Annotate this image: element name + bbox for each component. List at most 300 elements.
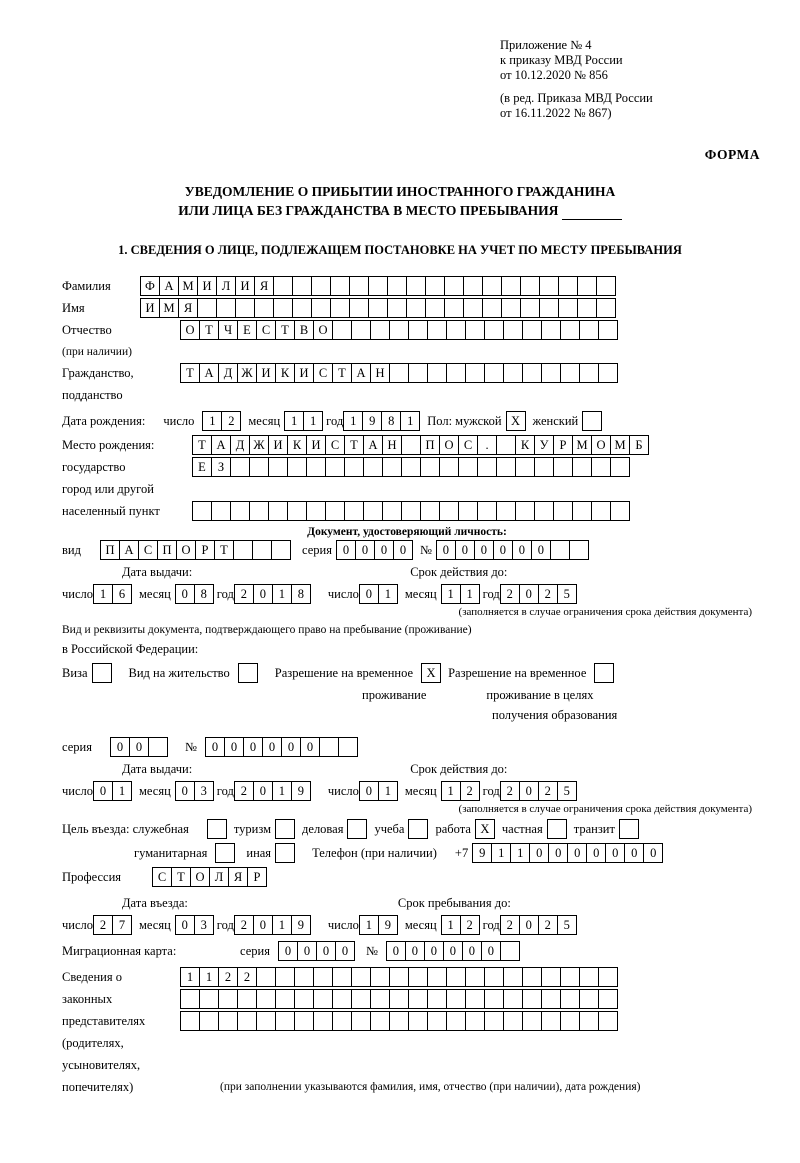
cell[interactable]: К — [275, 363, 295, 383]
cell[interactable]: Н — [370, 363, 390, 383]
cell[interactable] — [216, 298, 236, 318]
cell[interactable]: 1 — [343, 411, 363, 431]
cell[interactable]: С — [256, 320, 276, 340]
purpose-work-checkbox[interactable] — [475, 819, 494, 839]
cell[interactable]: 1 — [284, 411, 304, 431]
cell[interactable] — [446, 320, 466, 340]
cell[interactable] — [408, 967, 428, 987]
edu-residence-checkbox[interactable] — [594, 663, 613, 683]
cell[interactable] — [598, 320, 618, 340]
permit-issue-year-input[interactable] — [234, 781, 310, 801]
permit-issue-month-input[interactable] — [175, 781, 213, 801]
cell[interactable] — [484, 989, 504, 1009]
cell[interactable]: С — [458, 435, 478, 455]
cell[interactable] — [273, 276, 293, 296]
cell[interactable]: 0 — [512, 540, 532, 560]
cell[interactable]: 0 — [531, 540, 551, 560]
stay-month-input[interactable] — [441, 915, 479, 935]
cell[interactable] — [465, 967, 485, 987]
cell[interactable] — [180, 1011, 200, 1031]
cell[interactable] — [458, 501, 478, 521]
cell[interactable] — [520, 276, 540, 296]
cell[interactable] — [439, 501, 459, 521]
cell[interactable] — [237, 1011, 257, 1031]
cell[interactable]: 0 — [93, 781, 113, 801]
cell[interactable]: 9 — [378, 915, 398, 935]
cell[interactable] — [287, 457, 307, 477]
cell[interactable] — [547, 819, 567, 839]
cell[interactable]: 0 — [253, 781, 273, 801]
cell[interactable]: С — [325, 435, 345, 455]
cell[interactable]: О — [176, 540, 196, 560]
cell[interactable] — [560, 363, 580, 383]
cell[interactable] — [579, 363, 599, 383]
cell[interactable] — [344, 457, 364, 477]
cell[interactable]: 0 — [278, 941, 298, 961]
cell[interactable]: 6 — [112, 584, 132, 604]
cell[interactable] — [351, 989, 371, 1009]
cell[interactable]: 0 — [281, 737, 301, 757]
cell[interactable]: 2 — [500, 781, 520, 801]
cell[interactable]: 0 — [643, 843, 663, 863]
cell[interactable]: 0 — [519, 584, 539, 604]
cell[interactable] — [425, 276, 445, 296]
birth-month-input[interactable] — [284, 411, 322, 431]
cell[interactable] — [420, 501, 440, 521]
permit-issue-day-input[interactable] — [93, 781, 131, 801]
cell[interactable]: 9 — [291, 915, 311, 935]
sex-female-checkbox[interactable] — [582, 411, 601, 431]
cell[interactable] — [482, 276, 502, 296]
cell[interactable]: 0 — [359, 584, 379, 604]
birth-day-input[interactable] — [202, 411, 240, 431]
cell[interactable] — [577, 298, 597, 318]
cell[interactable] — [349, 276, 369, 296]
cell[interactable] — [427, 989, 447, 1009]
legal-rep-row-1-input[interactable] — [180, 967, 617, 987]
cell[interactable] — [420, 457, 440, 477]
cell[interactable]: 0 — [262, 737, 282, 757]
cell[interactable]: 0 — [300, 737, 320, 757]
cell[interactable] — [598, 989, 618, 1009]
cell[interactable]: 0 — [253, 584, 273, 604]
cell[interactable]: И — [235, 276, 255, 296]
sex-male-checkbox[interactable] — [506, 411, 525, 431]
cell[interactable]: 2 — [234, 781, 254, 801]
cell[interactable]: Х — [506, 411, 526, 431]
cell[interactable]: 0 — [462, 941, 482, 961]
cell[interactable] — [458, 457, 478, 477]
cell[interactable]: С — [138, 540, 158, 560]
cell[interactable]: 1 — [199, 967, 219, 987]
patronymic-input[interactable] — [180, 320, 617, 340]
birth-place-state-input[interactable] — [192, 435, 648, 455]
cell[interactable] — [401, 501, 421, 521]
birth-place-city-input[interactable] — [192, 457, 629, 477]
cell[interactable]: 2 — [234, 584, 254, 604]
cell[interactable]: М — [159, 298, 179, 318]
doc-issue-month-input[interactable] — [175, 584, 213, 604]
purpose-transit-checkbox[interactable] — [619, 819, 638, 839]
cell[interactable]: И — [256, 363, 276, 383]
cell[interactable]: 0 — [374, 540, 394, 560]
cell[interactable] — [275, 1011, 295, 1031]
cell[interactable]: 0 — [175, 584, 195, 604]
cell[interactable] — [484, 967, 504, 987]
cell[interactable]: А — [211, 435, 231, 455]
cell[interactable]: 2 — [500, 915, 520, 935]
cell[interactable] — [444, 298, 464, 318]
cell[interactable]: 0 — [336, 540, 356, 560]
cell[interactable]: Т — [192, 435, 212, 455]
cell[interactable]: 0 — [548, 843, 568, 863]
cell[interactable] — [427, 320, 447, 340]
purpose-tourism-checkbox[interactable] — [275, 819, 294, 839]
cell[interactable] — [591, 501, 611, 521]
cell[interactable] — [332, 320, 352, 340]
cell[interactable] — [192, 501, 212, 521]
cell[interactable] — [382, 501, 402, 521]
cell[interactable]: 0 — [335, 941, 355, 961]
cell[interactable] — [351, 1011, 371, 1031]
cell[interactable] — [311, 276, 331, 296]
cell[interactable] — [522, 967, 542, 987]
cell[interactable] — [292, 298, 312, 318]
cell[interactable]: 2 — [460, 781, 480, 801]
cell[interactable]: 0 — [253, 915, 273, 935]
doc-valid-month-input[interactable] — [441, 584, 479, 604]
cell[interactable]: З — [211, 457, 231, 477]
cell[interactable]: Л — [216, 276, 236, 296]
cell[interactable]: Х — [421, 663, 441, 683]
cell[interactable] — [389, 320, 409, 340]
cell[interactable]: И — [294, 363, 314, 383]
cell[interactable]: 1 — [272, 584, 292, 604]
cell[interactable] — [477, 501, 497, 521]
cell[interactable] — [610, 457, 630, 477]
cell[interactable]: 1 — [202, 411, 222, 431]
surname-input[interactable] — [140, 276, 615, 296]
purpose-service-checkbox[interactable] — [207, 819, 226, 839]
cell[interactable]: Т — [171, 867, 191, 887]
cell[interactable]: 2 — [538, 781, 558, 801]
doc-valid-day-input[interactable] — [359, 584, 397, 604]
cell[interactable]: И — [306, 435, 326, 455]
cell[interactable] — [325, 501, 345, 521]
cell[interactable]: Х — [475, 819, 495, 839]
cell[interactable]: А — [363, 435, 383, 455]
cell[interactable] — [292, 276, 312, 296]
cell[interactable] — [496, 501, 516, 521]
cell[interactable]: 1 — [272, 915, 292, 935]
permit-series-input[interactable] — [110, 737, 167, 757]
cell[interactable]: Ж — [237, 363, 257, 383]
doc-issue-year-input[interactable] — [234, 584, 310, 604]
cell[interactable]: Д — [218, 363, 238, 383]
cell[interactable] — [522, 363, 542, 383]
cell[interactable]: Т — [199, 320, 219, 340]
cell[interactable]: Р — [247, 867, 267, 887]
cell[interactable] — [408, 320, 428, 340]
cell[interactable]: Е — [237, 320, 257, 340]
cell[interactable] — [199, 1011, 219, 1031]
cell[interactable] — [408, 1011, 428, 1031]
citizenship-input[interactable] — [180, 363, 617, 383]
cell[interactable]: Н — [382, 435, 402, 455]
cell[interactable] — [520, 298, 540, 318]
cell[interactable] — [596, 276, 616, 296]
cell[interactable] — [325, 457, 345, 477]
cell[interactable]: 2 — [538, 915, 558, 935]
name-input[interactable] — [140, 298, 615, 318]
cell[interactable] — [363, 457, 383, 477]
cell[interactable] — [553, 457, 573, 477]
cell[interactable] — [503, 320, 523, 340]
cell[interactable] — [218, 1011, 238, 1031]
cell[interactable]: 0 — [316, 941, 336, 961]
cell[interactable]: 2 — [221, 411, 241, 431]
cell[interactable]: Д — [230, 435, 250, 455]
cell[interactable] — [598, 363, 618, 383]
cell[interactable] — [541, 967, 561, 987]
cell[interactable]: 5 — [557, 584, 577, 604]
cell[interactable] — [199, 989, 219, 1009]
cell[interactable] — [484, 363, 504, 383]
cell[interactable]: 1 — [272, 781, 292, 801]
cell[interactable] — [515, 501, 535, 521]
cell[interactable] — [273, 298, 293, 318]
cell[interactable]: О — [313, 320, 333, 340]
cell[interactable] — [550, 540, 570, 560]
cell[interactable] — [347, 819, 367, 839]
cell[interactable] — [271, 540, 291, 560]
cell[interactable] — [401, 457, 421, 477]
cell[interactable]: Е — [192, 457, 212, 477]
phone-input[interactable] — [472, 843, 662, 863]
permit-number-input[interactable] — [205, 737, 357, 757]
cell[interactable]: 1 — [441, 915, 461, 935]
permit-valid-year-input[interactable] — [500, 781, 576, 801]
cell[interactable] — [387, 276, 407, 296]
purpose-private-checkbox[interactable] — [547, 819, 566, 839]
cell[interactable] — [92, 663, 112, 683]
cell[interactable] — [332, 1011, 352, 1031]
cell[interactable] — [408, 819, 428, 839]
cell[interactable] — [230, 501, 250, 521]
cell[interactable]: Ч — [218, 320, 238, 340]
stay-year-input[interactable] — [500, 915, 576, 935]
cell[interactable]: М — [610, 435, 630, 455]
cell[interactable]: 9 — [362, 411, 382, 431]
cell[interactable] — [294, 967, 314, 987]
cell[interactable]: М — [178, 276, 198, 296]
cell[interactable] — [306, 457, 326, 477]
cell[interactable]: 0 — [297, 941, 317, 961]
cell[interactable] — [501, 298, 521, 318]
migration-number-input[interactable] — [386, 941, 519, 961]
cell[interactable]: 0 — [586, 843, 606, 863]
entry-year-input[interactable] — [234, 915, 310, 935]
cell[interactable]: 0 — [110, 737, 130, 757]
cell[interactable]: И — [268, 435, 288, 455]
cell[interactable]: Т — [275, 320, 295, 340]
cell[interactable]: А — [119, 540, 139, 560]
cell[interactable] — [207, 819, 227, 839]
cell[interactable]: 9 — [291, 781, 311, 801]
cell[interactable] — [389, 363, 409, 383]
cell[interactable] — [446, 967, 466, 987]
cell[interactable] — [256, 1011, 276, 1031]
cell[interactable]: 1 — [441, 584, 461, 604]
cell[interactable]: Ф — [140, 276, 160, 296]
cell[interactable] — [482, 298, 502, 318]
cell[interactable]: 1 — [93, 584, 113, 604]
cell[interactable]: . — [477, 435, 497, 455]
cell[interactable] — [382, 457, 402, 477]
cell[interactable]: А — [351, 363, 371, 383]
cell[interactable] — [351, 320, 371, 340]
cell[interactable] — [579, 1011, 599, 1031]
cell[interactable]: 0 — [624, 843, 644, 863]
cell[interactable] — [330, 298, 350, 318]
cell[interactable]: К — [287, 435, 307, 455]
cell[interactable]: Ж — [249, 435, 269, 455]
cell[interactable] — [363, 501, 383, 521]
cell[interactable] — [389, 989, 409, 1009]
cell[interactable] — [338, 737, 358, 757]
cell[interactable] — [463, 276, 483, 296]
cell[interactable]: Б — [629, 435, 649, 455]
cell[interactable]: С — [152, 867, 172, 887]
cell[interactable]: 0 — [493, 540, 513, 560]
cell[interactable] — [560, 967, 580, 987]
cell[interactable]: 2 — [538, 584, 558, 604]
cell[interactable] — [313, 989, 333, 1009]
cell[interactable] — [558, 276, 578, 296]
cell[interactable] — [503, 989, 523, 1009]
cell[interactable]: А — [159, 276, 179, 296]
cell[interactable] — [368, 298, 388, 318]
cell[interactable] — [465, 1011, 485, 1031]
cell[interactable] — [319, 737, 339, 757]
cell[interactable] — [349, 298, 369, 318]
migration-series-input[interactable] — [278, 941, 354, 961]
profession-input[interactable] — [152, 867, 266, 887]
cell[interactable] — [268, 501, 288, 521]
cell[interactable] — [596, 298, 616, 318]
cell[interactable]: П — [157, 540, 177, 560]
cell[interactable] — [501, 276, 521, 296]
cell[interactable]: 0 — [355, 540, 375, 560]
cell[interactable] — [306, 501, 326, 521]
entry-day-input[interactable] — [93, 915, 131, 935]
cell[interactable]: Р — [195, 540, 215, 560]
cell[interactable] — [503, 1011, 523, 1031]
cell[interactable] — [496, 457, 516, 477]
cell[interactable] — [569, 540, 589, 560]
cell[interactable] — [534, 501, 554, 521]
cell[interactable]: 8 — [194, 584, 214, 604]
legal-rep-row-3-input[interactable] — [180, 1011, 617, 1031]
cell[interactable] — [598, 1011, 618, 1031]
cell[interactable]: 0 — [175, 781, 195, 801]
cell[interactable] — [256, 967, 276, 987]
cell[interactable] — [389, 967, 409, 987]
cell[interactable] — [541, 989, 561, 1009]
residence-permit-checkbox[interactable] — [238, 663, 257, 683]
entry-month-input[interactable] — [175, 915, 213, 935]
cell[interactable]: У — [534, 435, 554, 455]
cell[interactable] — [522, 989, 542, 1009]
cell[interactable] — [427, 967, 447, 987]
cell[interactable] — [275, 843, 295, 863]
cell[interactable] — [579, 989, 599, 1009]
cell[interactable]: Я — [254, 276, 274, 296]
cell[interactable] — [313, 967, 333, 987]
cell[interactable] — [406, 276, 426, 296]
cell[interactable] — [572, 501, 592, 521]
cell[interactable]: Т — [214, 540, 234, 560]
cell[interactable] — [446, 989, 466, 1009]
cell[interactable]: 2 — [218, 967, 238, 987]
cell[interactable]: 1 — [378, 781, 398, 801]
cell[interactable] — [582, 411, 602, 431]
cell[interactable]: К — [515, 435, 535, 455]
cell[interactable] — [311, 298, 331, 318]
cell[interactable] — [560, 1011, 580, 1031]
cell[interactable]: 1 — [441, 781, 461, 801]
cell[interactable] — [332, 967, 352, 987]
cell[interactable] — [406, 298, 426, 318]
cell[interactable] — [249, 501, 269, 521]
birth-year-input[interactable] — [343, 411, 419, 431]
visa-checkbox[interactable] — [92, 663, 111, 683]
cell[interactable] — [211, 501, 231, 521]
doc-number-input[interactable] — [436, 540, 588, 560]
cell[interactable]: Т — [332, 363, 352, 383]
cell[interactable]: М — [572, 435, 592, 455]
cell[interactable]: Л — [209, 867, 229, 887]
cell[interactable]: 3 — [194, 915, 214, 935]
cell[interactable] — [610, 501, 630, 521]
cell[interactable] — [500, 941, 520, 961]
cell[interactable]: Т — [180, 363, 200, 383]
cell[interactable]: 0 — [481, 941, 501, 961]
cell[interactable] — [598, 967, 618, 987]
temp-residence-checkbox[interactable] — [421, 663, 440, 683]
cell[interactable] — [427, 1011, 447, 1031]
stay-day-input[interactable] — [359, 915, 397, 935]
cell[interactable] — [572, 457, 592, 477]
cell[interactable]: С — [313, 363, 333, 383]
cell[interactable] — [496, 435, 516, 455]
cell[interactable] — [180, 989, 200, 1009]
cell[interactable]: А — [199, 363, 219, 383]
cell[interactable] — [344, 501, 364, 521]
cell[interactable] — [252, 540, 272, 560]
cell[interactable] — [560, 320, 580, 340]
cell[interactable]: И — [140, 298, 160, 318]
cell[interactable]: 1 — [460, 584, 480, 604]
cell[interactable]: 0 — [243, 737, 263, 757]
cell[interactable]: О — [591, 435, 611, 455]
doc-series-input[interactable] — [336, 540, 412, 560]
cell[interactable] — [558, 298, 578, 318]
cell[interactable]: 1 — [180, 967, 200, 987]
cell[interactable] — [463, 298, 483, 318]
cell[interactable]: 0 — [605, 843, 625, 863]
cell[interactable]: 0 — [205, 737, 225, 757]
